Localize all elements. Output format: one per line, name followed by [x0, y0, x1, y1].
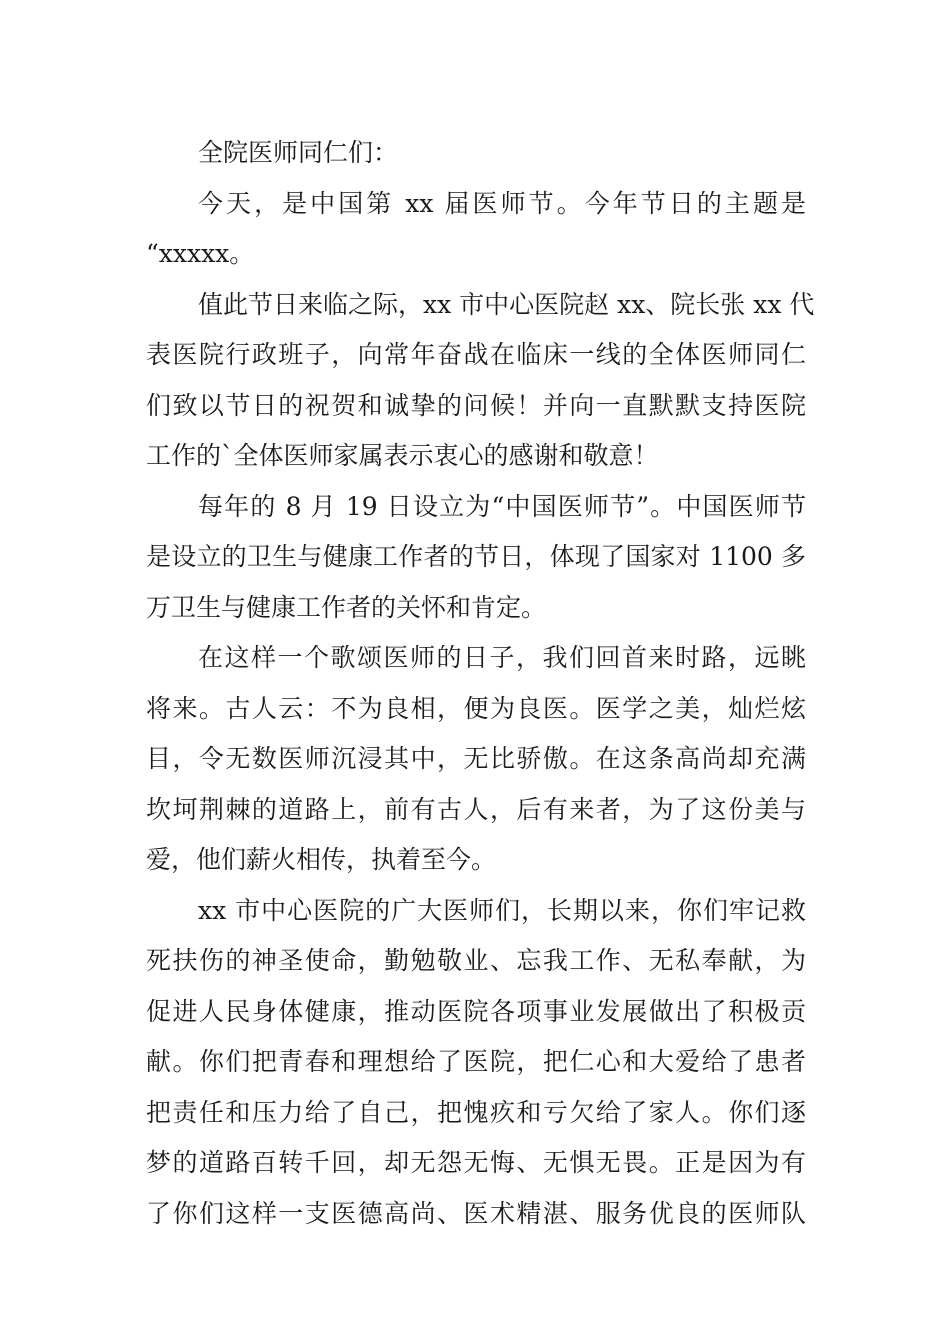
paragraph-line: 们致以节日的祝贺和诚挚的问候！并向一直默默支持医院 [146, 390, 806, 420]
paragraph-5 [146, 886, 806, 1240]
paragraph-line: 献。你们把青春和理想给了医院，把仁心和大爱给了患者 [146, 1047, 806, 1076]
paragraph-line: 坎坷荆棘的道路上，前有古人，后有来者，为了这份美与 [146, 794, 806, 824]
paragraph-3 [146, 482, 806, 634]
paragraph-line: 把责任和压力给了自己，把愧疚和亏欠给了家人。你们逐 [146, 1097, 806, 1127]
paragraph-line: 死扶伤的神圣使命，勤勉敬业、忘我工作、无私奉献，为 [146, 946, 806, 975]
paragraph-line: 在这样一个歌颂医师的日子，我们回首来时路，远眺 [198, 643, 806, 672]
document-page [146, 128, 815, 1239]
paragraph-line: 了你们这样一支医德高尚、医术精湛、服务优良的医师队 [146, 1198, 806, 1228]
paragraph-4 [146, 633, 806, 886]
paragraph-line: 爱，他们薪火相传，执着至今。 [146, 845, 497, 874]
paragraph-line: 值此节日来临之际，xx 市中心医院赵 xx、院长张 xx 代 [198, 289, 815, 319]
paragraph-line: 梦的道路百转千回，却无怨无悔、无惧无畏。正是因为有 [146, 1148, 806, 1177]
paragraph-line: 每年的 8 月 19 日设立为“中国医师节”。中国医师节 [198, 491, 806, 521]
paragraph-line: 促进人民身体健康，推动医院各项事业发展做出了积极贡 [146, 996, 806, 1026]
paragraph-line: 表医院行政班子，向常年奋战在临床一线的全体医师同仁 [146, 340, 806, 369]
paragraph-line: 是设立的卫生与健康工作者的节日，体现了国家对 1100 多 [146, 542, 806, 571]
paragraph-line: “xxxxx。 [146, 239, 255, 268]
paragraph-line: 工作的`全体医师家属表示衷心的感谢和敬意！ [146, 441, 659, 470]
paragraph-line: xx 市中心医院的广大医师们，长期以来，你们牢记救 [198, 895, 806, 925]
paragraph-1 [146, 179, 806, 280]
paragraph-line: 目，令无数医师沉浸其中，无比骄傲。在这条高尚却充满 [146, 744, 806, 773]
paragraph-2 [146, 280, 815, 482]
salutation: 全院医师同仁们： [198, 138, 399, 167]
paragraph-line: 今天，是中国第 xx 届医师节。今年节日的主题是 [198, 188, 806, 218]
paragraph-line: 万卫生与健康工作者的关怀和肯定。 [146, 592, 547, 622]
paragraph-line: 将来。古人云：不为良相，便为良医。医学之美，灿烂炫 [146, 693, 806, 723]
